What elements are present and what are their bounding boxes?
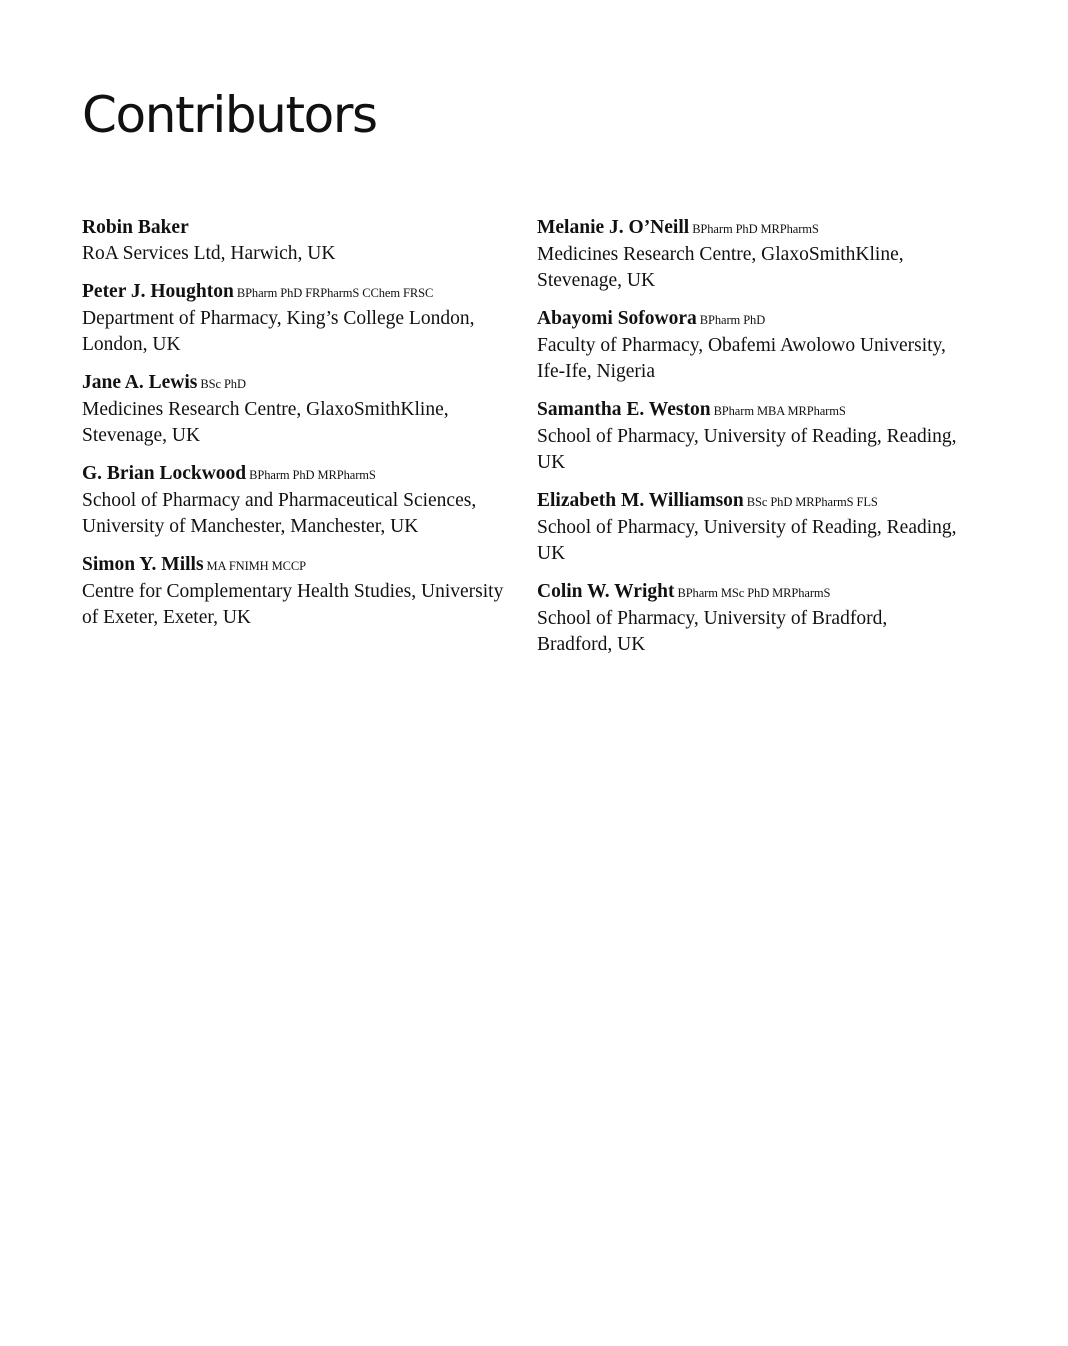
contributor-affiliation: School of Pharmacy, University of Bradford, Bradford, UK [537,608,888,655]
contributor-entry [82,370,522,449]
contributor-name-line [537,397,957,424]
contributor-entry [537,306,957,385]
contributor-name-line [537,215,957,242]
contributor-name-line [82,370,522,397]
contributor-name: Samantha E. Weston [537,399,711,420]
contributor-qualifications: BPharm MSc PhD MRPharmS [677,586,831,600]
contributor-qualifications: MA FNIMH MCCP [206,559,306,573]
contributor-affiliation: School of Pharmacy and Pharmaceutical Sciences, University of Manchester, Manchester, UK [82,490,477,537]
contributor-name-line [82,461,522,488]
contributor-name: G. Brian Lockwood [82,463,247,484]
contributor-name-line [537,488,957,515]
contributor-affiliation: School of Pharmacy, University of Reading, Reading, UK [537,426,957,473]
contributor-name: Peter J. Houghton [82,281,234,302]
contributor-entry [537,215,957,294]
contributor-entry [537,397,957,476]
contributor-entry [82,552,522,631]
contributor-qualifications: BPharm PhD FRPharmS CChem FRSC [236,286,434,300]
contributor-affiliation: Medicines Research Centre, GlaxoSmithKline, Stevenage, UK [82,399,449,446]
contributor-name-line [537,579,957,606]
contributor-entry [537,488,957,567]
contributor-name: Simon Y. Mills [82,554,204,575]
contributor-affiliation: Faculty of Pharmacy, Obafemi Awolowo University, Ife-Ife, Nigeria [537,335,946,382]
contributor-qualifications: BSc PhD [200,377,246,391]
contributor-affiliation: Centre for Complementary Health Studies, University of Exeter, Exeter, UK [82,581,504,628]
page-title: Contributors [82,86,377,144]
contributor-entry [82,215,522,267]
contributor-name: Melanie J. O’Neill [537,217,690,238]
contributor-name-line [82,215,522,241]
contributor-name-line [82,552,522,579]
contributor-name: Elizabeth M. Williamson [537,490,744,511]
contributor-name: Robin Baker [82,217,189,238]
contributor-qualifications: BPharm PhD MRPharmS [692,222,819,236]
contributor-name-line [82,279,522,306]
contributor-affiliation: School of Pharmacy, University of Reading, Reading, UK [537,517,957,564]
contributor-name: Colin W. Wright [537,581,675,602]
contributor-name: Jane A. Lewis [82,372,198,393]
contributor-entry [82,461,522,540]
contributor-qualifications: BPharm PhD [699,313,766,327]
contributor-qualifications: BPharm MBA MRPharmS [713,404,846,418]
contributor-entry [537,579,957,658]
contributor-affiliation: Department of Pharmacy, King’s College London, London, UK [82,308,475,355]
contributor-entry [82,279,522,358]
contributor-qualifications: BPharm PhD MRPharmS [249,468,376,482]
contributor-qualifications: BSc PhD MRPharmS FLS [746,495,878,509]
contributor-affiliation: Medicines Research Centre, GlaxoSmithKline, Stevenage, UK [537,244,904,291]
contributor-affiliation: RoA Services Ltd, Harwich, UK [82,243,336,264]
contributors-column-right [537,215,957,670]
contributors-column-left [82,215,522,643]
contributor-name: Abayomi Sofowora [537,308,697,329]
contributor-name-line [537,306,957,333]
